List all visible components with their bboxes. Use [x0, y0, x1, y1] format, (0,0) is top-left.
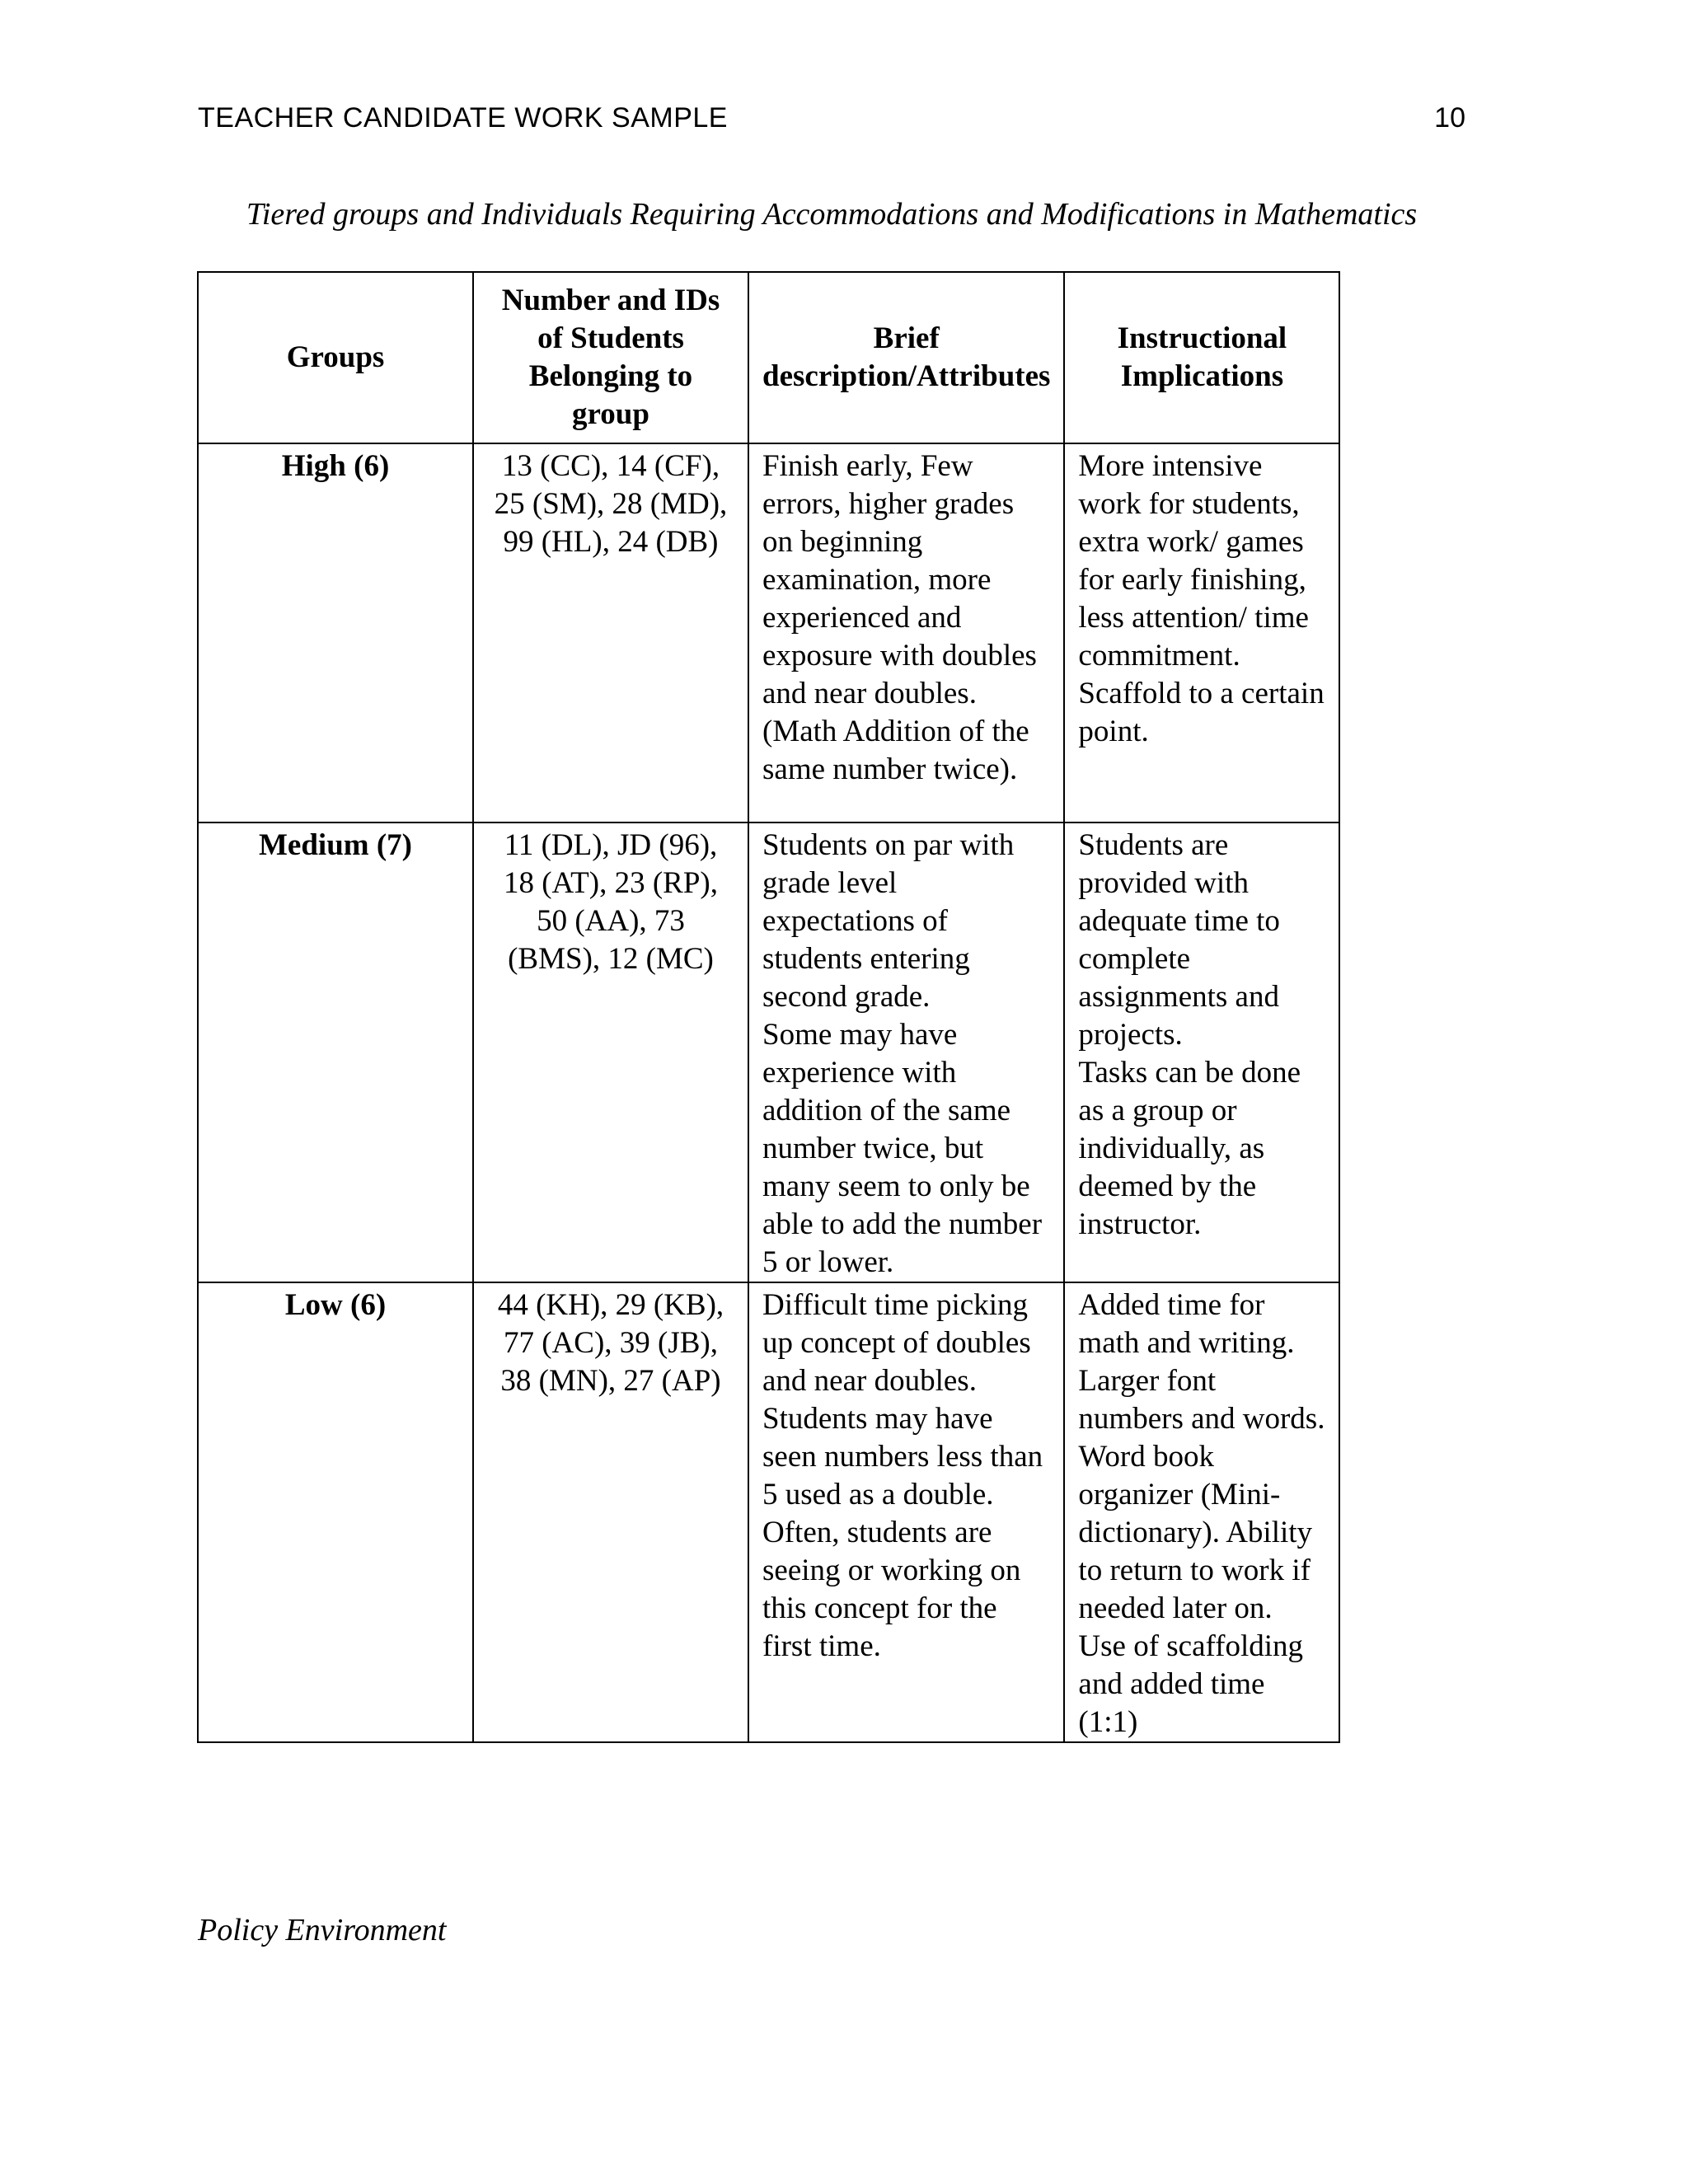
group-cell: Medium (7): [198, 823, 473, 1282]
implications-cell: Students are provided with adequate time to complete assignments and projects. Tasks can be done as a group or individually, as deemed by the instructor.: [1064, 823, 1339, 1282]
column-header-groups: Groups: [198, 272, 473, 443]
table-title: Tiered groups and Individuals Requiring Accommodations and Modifications in Mathematics: [246, 197, 1418, 232]
description-cell: Finish early, Few errors, higher grades on beginning examination, more experienced and exposure with doubles and near doubles. (Math Addition of the same number twice).: [748, 443, 1064, 823]
running-head: TEACHER CANDIDATE WORK SAMPLE: [198, 102, 728, 134]
student-ids-cell: 13 (CC), 14 (CF), 25 (SM), 28 (MD), 99 (HL), 24 (DB): [473, 443, 748, 823]
implications-cell: Added time for math and writing. Larger font numbers and words. Word book organizer (Mini-dictionary). Ability to return to work if needed later on. Use of scaffolding and added time (1:1): [1064, 1282, 1339, 1742]
table-row: [198, 1282, 1339, 1742]
column-header-student-ids: Number and IDs of Students Belonging to group: [473, 272, 748, 443]
description-cell: Difficult time picking up concept of doubles and near doubles. Students may have seen numbers less than 5 used as a double. Often, students are seeing or working on this concept for the first time.: [748, 1282, 1064, 1742]
table-row: [198, 443, 1339, 823]
page-number: 10: [1434, 102, 1465, 134]
implications-cell: More intensive work for students, extra work/ games for early finishing, less attention/ time commitment. Scaffold to a certain point.: [1064, 443, 1339, 823]
section-heading-policy-environment: Policy Environment: [198, 1913, 447, 1947]
column-header-description: Brief description/Attributes: [748, 272, 1064, 443]
table-row: [198, 823, 1339, 1282]
column-header-implications: Instructional Implications: [1064, 272, 1339, 443]
tiered-groups-table: [197, 271, 1340, 1743]
student-ids-cell: 44 (KH), 29 (KB), 77 (AC), 39 (JB), 38 (MN), 27 (AP): [473, 1282, 748, 1742]
table-header-row: [198, 272, 1339, 443]
description-cell: Students on par with grade level expectations of students entering second grade. Some may have experience with addition of the same number twice, but many seem to only be able to add the number 5 or lower.: [748, 823, 1064, 1282]
student-ids-cell: 11 (DL), JD (96), 18 (AT), 23 (RP), 50 (AA), 73 (BMS), 12 (MC): [473, 823, 748, 1282]
group-cell: Low (6): [198, 1282, 473, 1742]
group-cell: High (6): [198, 443, 473, 823]
